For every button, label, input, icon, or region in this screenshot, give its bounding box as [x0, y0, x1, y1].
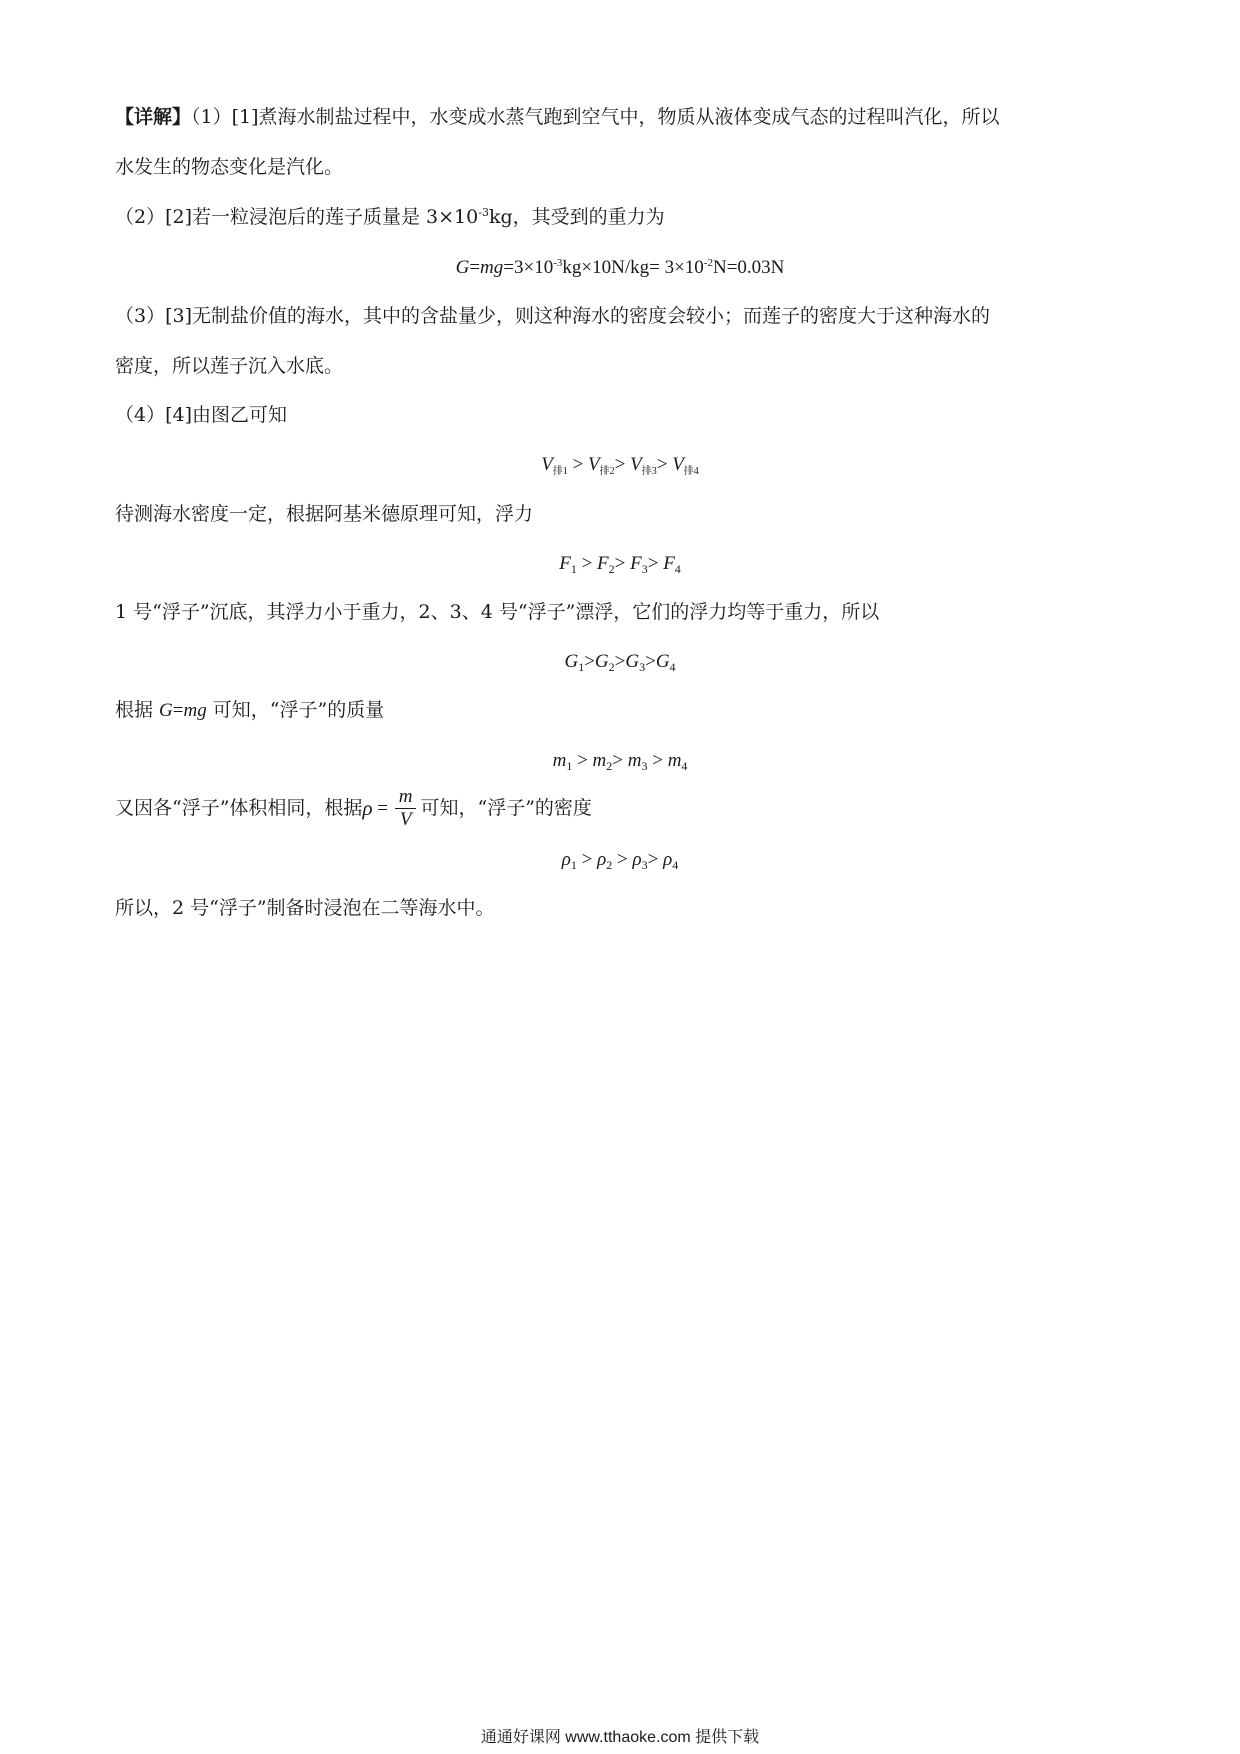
equation-weight: $G_1>G_2>G_3>G_4$	[564, 651, 676, 674]
equation-volume: $V_{排1} > V_{排2}> V_{排3}> V_{排4}$	[541, 454, 699, 477]
equation-mass: $m_1 > m_2> m_3 > m_4$	[552, 750, 688, 773]
equation-buoyancy: $F_1 > F_2> F_3> F_4$	[559, 553, 681, 576]
paragraph-1-line-1: 【详解】（1）[1]煮海水制盐过程中，水变成水蒸气跑到空气中，物质从液体变成气态的过程叫汽化，所以	[115, 106, 1000, 128]
paragraph-4: （4）[4]由图乙可知	[115, 404, 288, 426]
paragraph-5: 待测海水密度一定，根据阿基米德原理可知，浮力	[115, 503, 534, 525]
paragraph-7: 根据 G=mg 可知，“浮子”的质量	[115, 699, 385, 721]
paragraph-3-line-2: 密度，所以莲子沉入水底。	[115, 355, 344, 377]
detail-label: 【详解】	[115, 106, 192, 128]
density-fraction: $\frac{m}{V}$	[395, 786, 417, 831]
equation-gravity: $G=mg=3\times 10^{-3}kg\times 10N/kg= 3\times 10^{-2}N=0.03N$	[455, 257, 785, 278]
equation-density: $\rho_1 > \rho_2 > \rho_3> \rho_4$	[561, 849, 679, 872]
paragraph-1-line-2: 水发生的物态变化是汽化。	[115, 156, 344, 178]
paragraph-3-line-1: （3）[3]无制盐价值的海水，其中的含盐量少，则这种海水的密度会较小；而莲子的密度大于这种海水的	[115, 305, 991, 327]
paragraph-2: （2）[2]若一粒浸泡后的莲子质量是 $3\times 10^{-3}kg$，其受到的重力为	[115, 206, 665, 228]
paragraph-8: 又因各“浮子”体积相同，根据ρ = $\frac{m}{V}$ 可知，“浮子”的密度	[115, 786, 592, 830]
page-footer: 通通好课网 www.tthaoke.com 提供下载	[480, 1729, 760, 1746]
paragraph-9: 所以，2 号“浮子”制备时浸泡在二等海水中。	[115, 897, 495, 919]
paragraph-6: 1 号“浮子”沉底，其浮力小于重力，2、3、4 号“浮子”漂浮，它们的浮力均等于重力，所以	[115, 601, 880, 623]
